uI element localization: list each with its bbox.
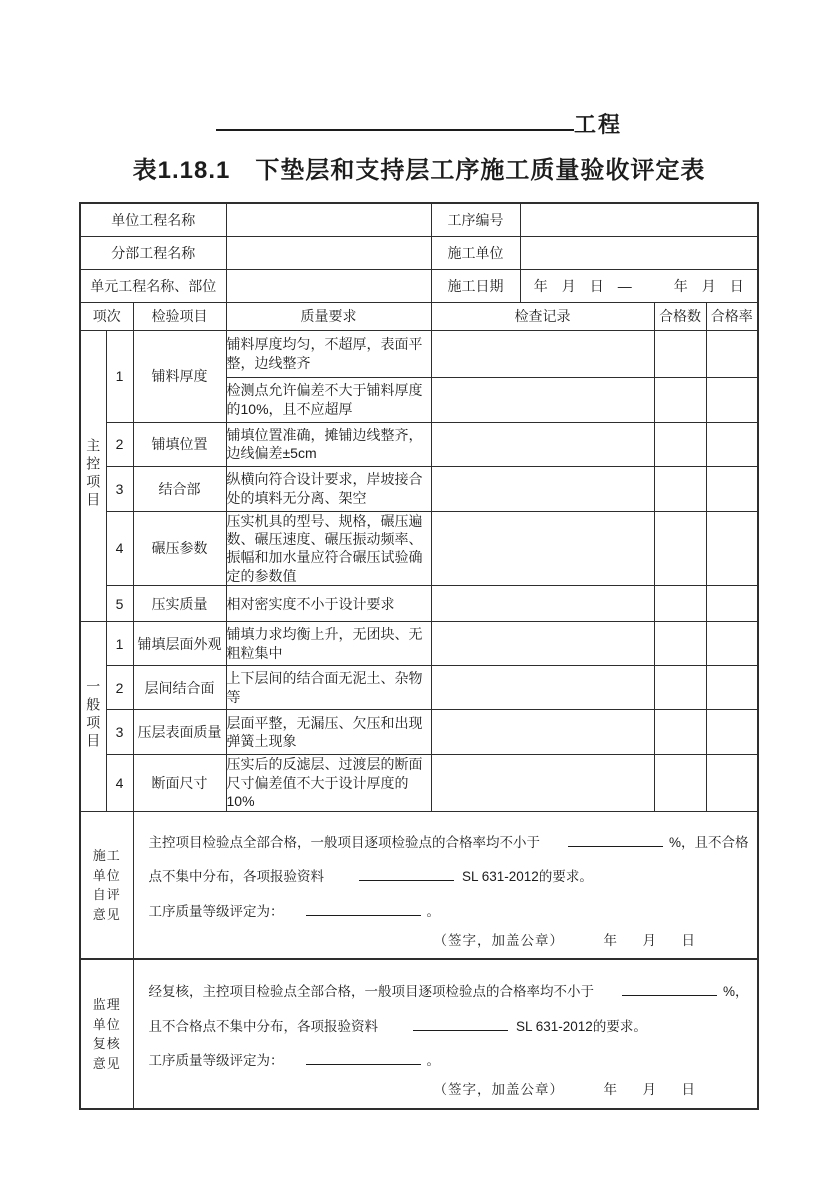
supervisor-review-line1-text: 经复核，主控项目检验点全部合格，一般项目逐项检验点的合格率均不小于 xyxy=(148,984,594,1000)
item-no: 5 xyxy=(106,586,133,622)
qualified-rate-cell[interactable] xyxy=(706,586,758,622)
inspection-data-blank[interactable] xyxy=(359,880,454,881)
table-row xyxy=(80,586,758,622)
qualified-rate-cell[interactable] xyxy=(706,666,758,710)
self-assessment-line1-text: 主控项目检验点全部合格，一般项目逐项检验点的合格率均不小于 xyxy=(148,835,540,851)
quality-requirement: 压实机具的型号、规格，碾压遍数、碾压速度、碾压振动频率、振幅和加水量应符合碾压试验确定的参数值 xyxy=(226,511,431,586)
info-row-unit-project xyxy=(80,203,758,236)
quality-requirement: 铺料厚度均匀，不超厚，表面平整，边线整齐 xyxy=(226,330,431,377)
unit-work-name-label: 单元工程名称、部位 xyxy=(80,269,226,302)
construction-date-value[interactable]: 年 月 日 — 年 月 日 xyxy=(520,269,758,302)
self-assessment-line3-text: 工序质量等级评定为： xyxy=(148,903,284,919)
item-name: 铺填层面外观 xyxy=(133,622,226,666)
qualified-rate-cell[interactable] xyxy=(706,377,758,422)
self-assessment-line1 xyxy=(149,833,750,853)
table-row xyxy=(80,330,758,377)
qualified-count-cell[interactable] xyxy=(654,511,706,586)
item-no: 3 xyxy=(106,710,133,755)
inspection-record-cell[interactable] xyxy=(431,666,654,710)
self-assessment-line1-suffix: %，且不合格 xyxy=(669,835,749,851)
supervisor-review-label-line: 意见 xyxy=(92,1055,121,1071)
item-no: 1 xyxy=(106,330,133,422)
self-assessment-line2 xyxy=(149,867,750,887)
col-header-inspection-item: 检验项目 xyxy=(133,302,226,330)
table-row xyxy=(80,466,758,511)
item-name: 压实质量 xyxy=(133,586,226,622)
qualified-count-cell[interactable] xyxy=(654,330,706,377)
col-header-quality-requirement: 质量要求 xyxy=(226,302,431,330)
quality-requirement: 上下层间的结合面无泥土、杂物等 xyxy=(226,666,431,710)
supervisor-review-label xyxy=(80,959,133,1109)
self-assessment-label-line: 施工 xyxy=(92,848,121,864)
self-assessment-line3 xyxy=(149,902,750,922)
unit-project-name-label: 单位工程名称 xyxy=(80,203,226,236)
table-row xyxy=(80,666,758,710)
qualified-count-cell[interactable] xyxy=(654,466,706,511)
quality-grade-blank[interactable] xyxy=(306,915,421,916)
division-project-name-value[interactable] xyxy=(226,236,431,269)
self-assessment-line2-suffix: SL 631-2012的要求。 xyxy=(462,869,593,885)
category-main-control xyxy=(80,330,106,622)
self-assessment-label-line: 自评 xyxy=(92,887,121,903)
info-row-division-project xyxy=(80,236,758,269)
inspection-record-cell[interactable] xyxy=(431,755,654,811)
sign-date-label: 年 月 日 xyxy=(603,1082,701,1098)
inspection-record-cell[interactable] xyxy=(431,466,654,511)
signature-stamp-label: （签字，加盖公章） xyxy=(433,1082,564,1098)
project-header-suffix: 工程 xyxy=(573,112,622,137)
division-project-name-label: 分部工程名称 xyxy=(80,236,226,269)
category-main-control-label: 主控项目 xyxy=(85,438,102,511)
supervisor-review-line1 xyxy=(149,982,750,1002)
category-general xyxy=(80,622,106,811)
item-no: 1 xyxy=(106,622,133,666)
inspection-record-cell[interactable] xyxy=(431,422,654,466)
inspection-record-cell[interactable] xyxy=(431,710,654,755)
qualified-rate-cell[interactable] xyxy=(706,466,758,511)
supervisor-review-label-line: 单位 xyxy=(92,1016,121,1032)
table-row xyxy=(80,422,758,466)
inspection-record-cell[interactable] xyxy=(431,377,654,422)
item-name: 断面尺寸 xyxy=(133,755,226,811)
inspection-data-blank[interactable] xyxy=(413,1030,508,1031)
supervisor-review-sign-line xyxy=(149,1078,750,1098)
qualified-rate-cell[interactable] xyxy=(706,330,758,377)
col-header-item-no: 项次 xyxy=(80,302,133,330)
quality-requirement: 铺填位置准确，摊铺边线整齐，边线偏差±5cm xyxy=(226,422,431,466)
construction-unit-value[interactable] xyxy=(520,236,758,269)
quality-requirement: 纵横向符合设计要求，岸坡接合处的填料无分离、架空 xyxy=(226,466,431,511)
project-name-blank[interactable] xyxy=(216,129,574,131)
qualified-count-cell[interactable] xyxy=(654,710,706,755)
col-header-qualified-count: 合格数 xyxy=(654,302,706,330)
qualified-count-cell[interactable] xyxy=(654,422,706,466)
qualified-rate-cell[interactable] xyxy=(706,710,758,755)
supervisor-review-line3-text: 工序质量等级评定为： xyxy=(148,1052,284,1068)
item-no: 2 xyxy=(106,666,133,710)
self-assessment-content xyxy=(133,811,758,959)
col-header-inspection-record: 检查记录 xyxy=(431,302,654,330)
pass-rate-blank[interactable] xyxy=(622,995,717,996)
table-row xyxy=(80,511,758,586)
item-no: 4 xyxy=(106,755,133,811)
supervisor-review-line2-suffix: SL 631-2012的要求。 xyxy=(516,1018,647,1034)
supervisor-review-label-line: 复核 xyxy=(92,1036,121,1052)
supervisor-review-row xyxy=(80,959,758,1109)
supervisor-review-line1-suffix: %， xyxy=(723,984,749,1000)
process-number-value[interactable] xyxy=(520,203,758,236)
self-assessment-label-line: 单位 xyxy=(92,867,121,883)
item-no: 3 xyxy=(106,466,133,511)
qualified-rate-cell[interactable] xyxy=(706,422,758,466)
qualified-count-cell[interactable] xyxy=(654,755,706,811)
inspection-record-cell[interactable] xyxy=(431,330,654,377)
process-number-label: 工序编号 xyxy=(431,203,520,236)
table-row xyxy=(80,710,758,755)
qualified-count-cell[interactable] xyxy=(654,666,706,710)
qualified-rate-cell[interactable] xyxy=(706,622,758,666)
supervisor-review-line2-text: 且不合格点不集中分布，各项报验资料 xyxy=(148,1018,378,1034)
item-no: 4 xyxy=(106,511,133,586)
supervisor-review-line2 xyxy=(149,1017,750,1037)
quality-requirement: 铺填力求均衡上升，无团块、无粗粒集中 xyxy=(226,622,431,666)
unit-project-name-value[interactable] xyxy=(226,203,431,236)
item-name: 压层表面质量 xyxy=(133,710,226,755)
qualified-rate-cell[interactable] xyxy=(706,755,758,811)
quality-requirement: 相对密实度不小于设计要求 xyxy=(226,586,431,622)
self-assessment-line3-suffix: 。 xyxy=(426,903,440,919)
supervisor-review-label-line: 监理 xyxy=(92,997,121,1013)
category-general-label: 一般项目 xyxy=(85,679,102,752)
supervisor-review-content xyxy=(133,959,758,1109)
self-assessment-label xyxy=(80,811,133,959)
table-row xyxy=(80,755,758,811)
inspection-record-cell[interactable] xyxy=(431,511,654,586)
self-assessment-line2-text: 点不集中分布，各项报验资料 xyxy=(148,869,324,885)
quality-requirement: 检测点允许偏差不大于铺料厚度的10%，且不应超厚 xyxy=(226,377,431,422)
qualified-count-cell[interactable] xyxy=(654,622,706,666)
acceptance-form-table xyxy=(79,202,759,1110)
info-row-unit-work xyxy=(80,269,758,302)
qualified-count-cell[interactable] xyxy=(654,377,706,422)
quality-grade-blank[interactable] xyxy=(306,1064,421,1065)
table-header-row xyxy=(80,302,758,330)
supervisor-review-line3-suffix: 。 xyxy=(426,1052,440,1068)
item-name: 结合部 xyxy=(133,466,226,511)
self-assessment-sign-line xyxy=(149,929,750,949)
qualified-rate-cell[interactable] xyxy=(706,511,758,586)
signature-stamp-label: （签字，加盖公章） xyxy=(433,932,564,948)
item-no: 2 xyxy=(106,422,133,466)
construction-date-label: 施工日期 xyxy=(431,269,520,302)
supervisor-review-line3 xyxy=(149,1051,750,1071)
project-header-line xyxy=(0,0,838,139)
qualified-count-cell[interactable] xyxy=(654,586,706,622)
item-name: 铺填位置 xyxy=(133,422,226,466)
item-name: 铺料厚度 xyxy=(133,330,226,422)
item-name: 层间结合面 xyxy=(133,666,226,710)
inspection-record-cell[interactable] xyxy=(431,586,654,622)
page-title: 表1.18.1 下垫层和支持层工序施工质量验收评定表 xyxy=(132,157,706,184)
self-assessment-row xyxy=(80,811,758,959)
item-name: 碾压参数 xyxy=(133,511,226,586)
col-header-qualified-rate: 合格率 xyxy=(706,302,758,330)
self-assessment-label-line: 意见 xyxy=(92,906,121,922)
quality-requirement: 压实后的反滤层、过渡层的断面尺寸偏差值不大于设计厚度的10% xyxy=(226,755,431,811)
quality-requirement: 层面平整，无漏压、欠压和出现弹簧土现象 xyxy=(226,710,431,755)
construction-unit-label: 施工单位 xyxy=(431,236,520,269)
unit-work-name-value[interactable] xyxy=(226,269,431,302)
inspection-record-cell[interactable] xyxy=(431,622,654,666)
sign-date-label: 年 月 日 xyxy=(603,932,701,948)
pass-rate-blank[interactable] xyxy=(568,846,663,847)
table-row xyxy=(80,622,758,666)
